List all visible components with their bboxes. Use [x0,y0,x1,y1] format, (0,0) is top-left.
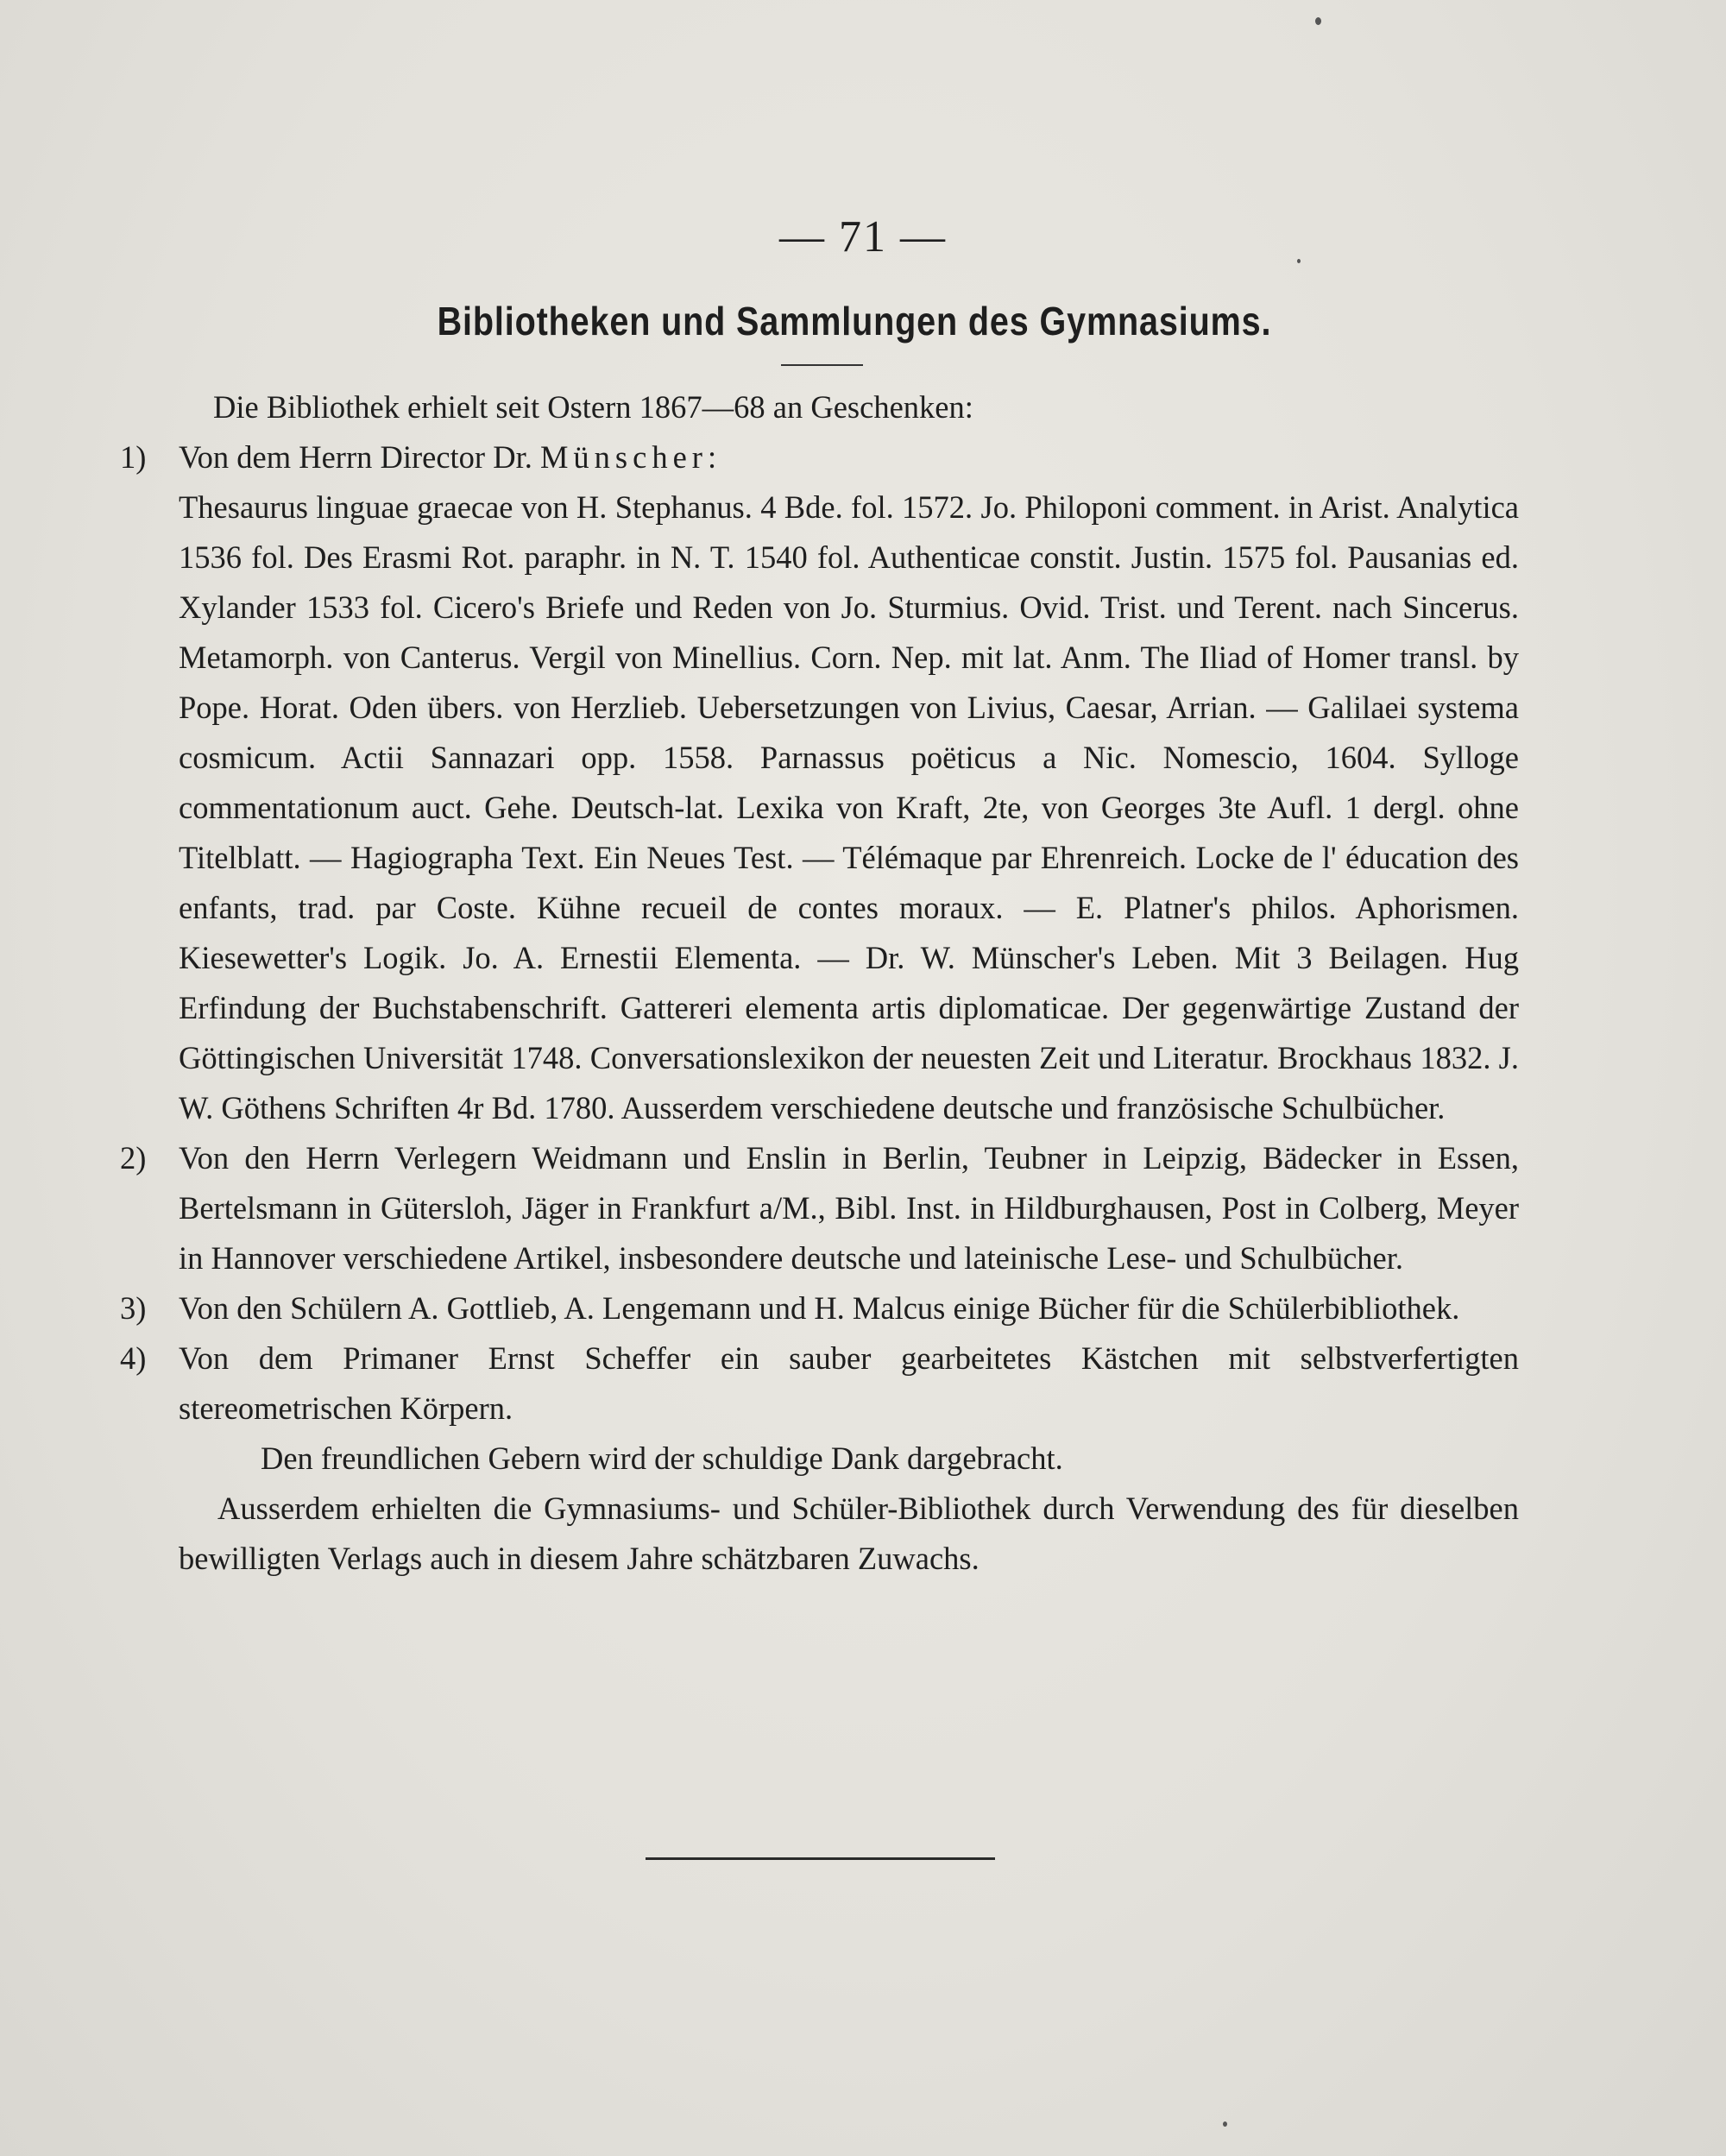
closing-paragraph: Ausserdem erhielten die Gymnasiums- und Schüler-Bibliothek durch Verwendung des für dieselben bewilligten Verlags auch in diesem Jahre schätzbaren Zuwachs. [179,1491,1519,1576]
page-title: Bibliotheken und Sammlungen des Gymnasiums. [437,299,1272,344]
item-text: Von den Schülern A. Gottlieb, A. Lengemann und H. Malcus einige Bücher für die Schülerbibliothek. [179,1290,1460,1326]
list-item-3 [120,1283,1519,1333]
item-text: Von dem Primaner Ernst Scheffer ein sauber gearbeitetes Kästchen mit selbstverfertigten stereometrischen Körpern. [179,1340,1519,1426]
donor-prefix: Von dem Herrn Director Dr. [179,439,540,475]
scan-speck [1223,2121,1227,2127]
list-item-1 [120,432,1519,1133]
donor-line [179,432,1519,482]
item-number: 4) [120,1340,147,1376]
item-number: 2) [120,1140,147,1176]
item-number: 1) [120,439,147,475]
list-item-2 [120,1133,1519,1283]
scan-speck [1297,259,1301,263]
donor-name: Münscher [539,439,708,475]
item-text: Thesaurus linguae graecae von H. Stephanus. 4 Bde. fol. 1572. Jo. Philoponi comment. in Arist. Analytica 1536 fol. Des Erasmi Rot. paraphr. in N. T. 1540 fol. Authenticae constit. Justin. 1575 fol. Pausanias ed. Xylander 1533 fol. Cicero's Briefe und Reden von Jo. Sturmius. Ovid. Trist. und Terent. nach Sincerus. Metamorph. von Canterus. Vergil von Minellius. Corn. Nep. mit lat. Anm. The Iliad of Homer transl. by Pope. Horat. Oden übers. von Herzlieb. Uebersetzungen von Livius, Caesar, Arrian. — Galilaei systema cosmicum. Actii Sannazari opp. 1558. Parnassus poëticus a Nic. Nomescio, 1604. Sylloge commentationum auct. Gehe. Deutsch-lat. Lexika von Kraft, 2te, von Georges 3te Aufl. 1 dergl. ohne Titelblatt. — Hagiographa Text. Ein Neues Test. — Télémaque par Ehrenreich. Locke de l' éducation des enfants, trad. par Coste. Kühne recueil de contes moraux. — E. Platner's philos. Aphorismen. Kiesewetter's Logik. Jo. A. Ernestii Elementa. — Dr. W. Münscher's Leben. Mit 3 Beilagen. Hug Erfindung der Buchstabenschrift. Gattereri elementa artis diplomaticae. Der gegenwärtige Zustand der Göttingischen Universität 1748. Conversationslexikon der neuesten Zeit und Literatur. Brockhaus 1832. J. W. Göthens Schriften 4r Bd. 1780. Ausserdem verschiedene deutsche und französische Schulbücher. [179,489,1519,1125]
item-text: Von den Herrn Verlegern Weidmann und Enslin in Berlin, Teubner in Leipzig, Bädecker in Essen, Bertelsmann in Gütersloh, Jäger in Frankfurt a/M., Bibl. Inst. in Hildburghausen, Post in Colberg, Meyer in Hannover verschiedene Artikel, insbesondere deutsche und lateinische Lese- und Schulbücher. [179,1140,1519,1276]
item-number: 3) [120,1290,147,1326]
scan-speck [1315,17,1321,25]
list-item-4 [120,1333,1519,1434]
title-underline [781,364,863,366]
intro-line: Die Bibliothek erhielt seit Ostern 1867—68 an Geschenken: [213,389,973,425]
closing-rule [646,1857,995,1860]
document-body [120,382,1519,1584]
page-number: — 71 — [779,212,947,262]
thanks-line: Den freundlichen Gebern wird der schuldige Dank dargebracht. [261,1440,1063,1476]
donor-suffix: : [707,439,717,475]
